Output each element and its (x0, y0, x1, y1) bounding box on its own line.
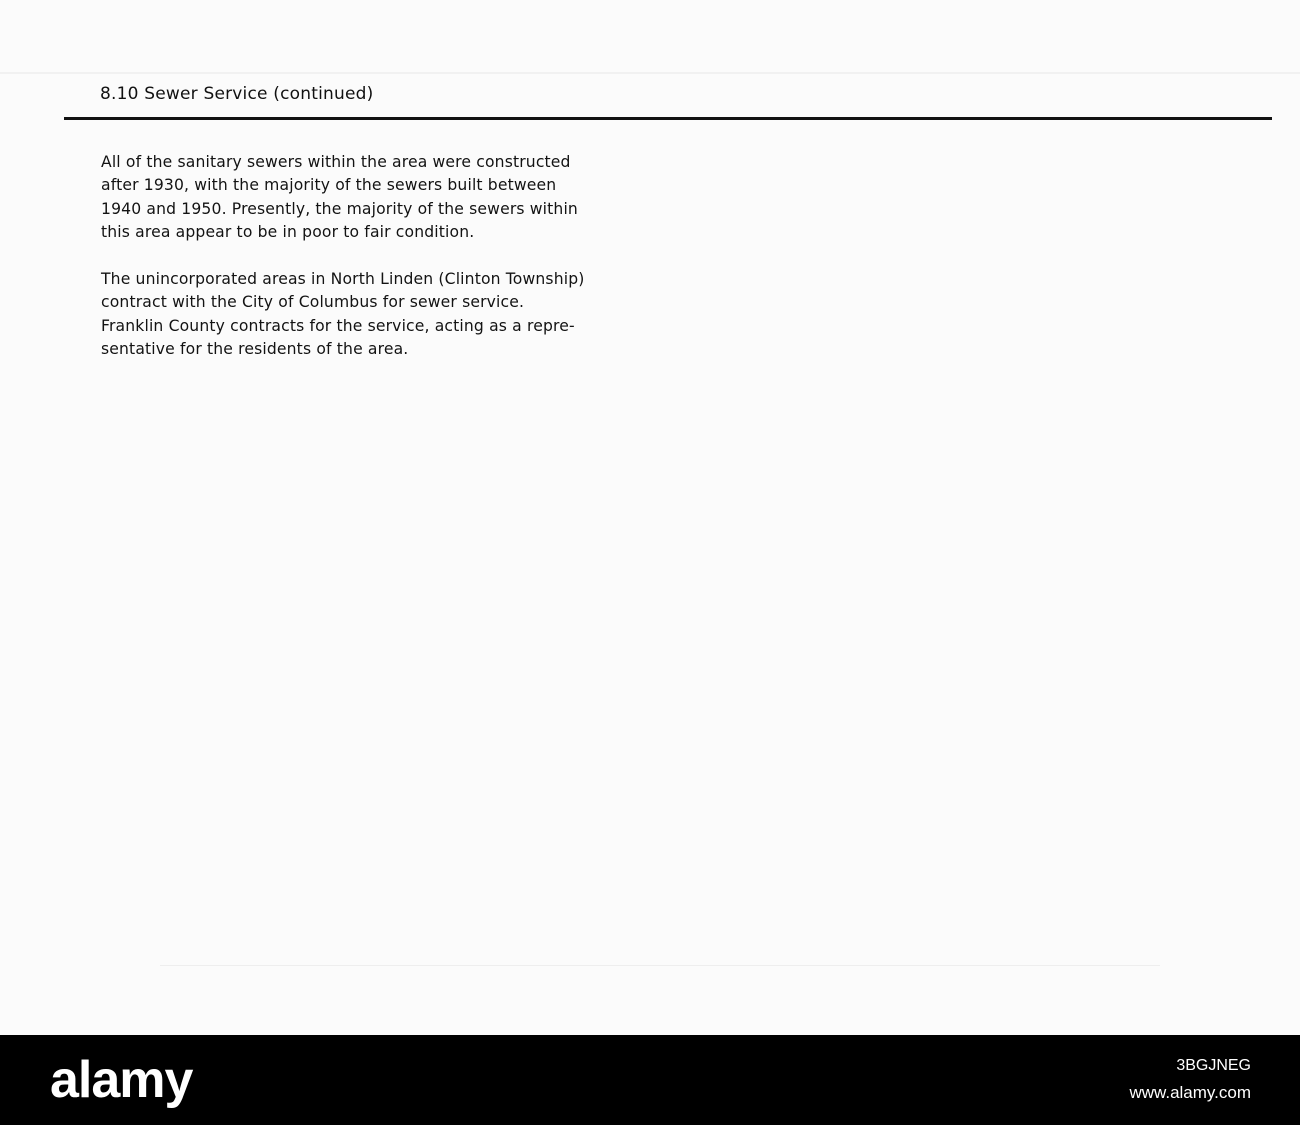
paragraph-line: contract with the City of Columbus for sewer service. (101, 293, 525, 312)
watermark-url: www.alamy.com (1129, 1083, 1251, 1102)
paper-fold-line (0, 72, 1300, 74)
paragraph-line: The unincorporated areas in North Linden (Clinton Township) (101, 270, 585, 288)
watermark-logo: alamy (50, 1051, 193, 1109)
header-rule (64, 117, 1272, 120)
paragraph-sewer-history (101, 151, 661, 244)
paragraph-unincorporated-areas (101, 268, 661, 361)
paragraph-line: sentative for the residents of the area. (101, 339, 409, 358)
paragraph-line: Franklin County contracts for the service, acting as a repre- (101, 316, 575, 335)
paragraph-line: after 1930, with the majority of the sewers built between (101, 176, 557, 195)
paragraph-line: All of the sanitary sewers within the area were constructed (101, 153, 571, 171)
bleed-through-rule (160, 965, 1160, 966)
paragraph-line: this area appear to be in poor to fair condition. (101, 222, 475, 241)
section-title: 8.10 Sewer Service (continued) (100, 84, 374, 104)
watermark-strip (0, 1035, 1300, 1125)
watermark-image-id: 3BGJNEG (1176, 1057, 1251, 1074)
paragraph-line: 1940 and 1950. Presently, the majority of the sewers within (101, 199, 578, 218)
